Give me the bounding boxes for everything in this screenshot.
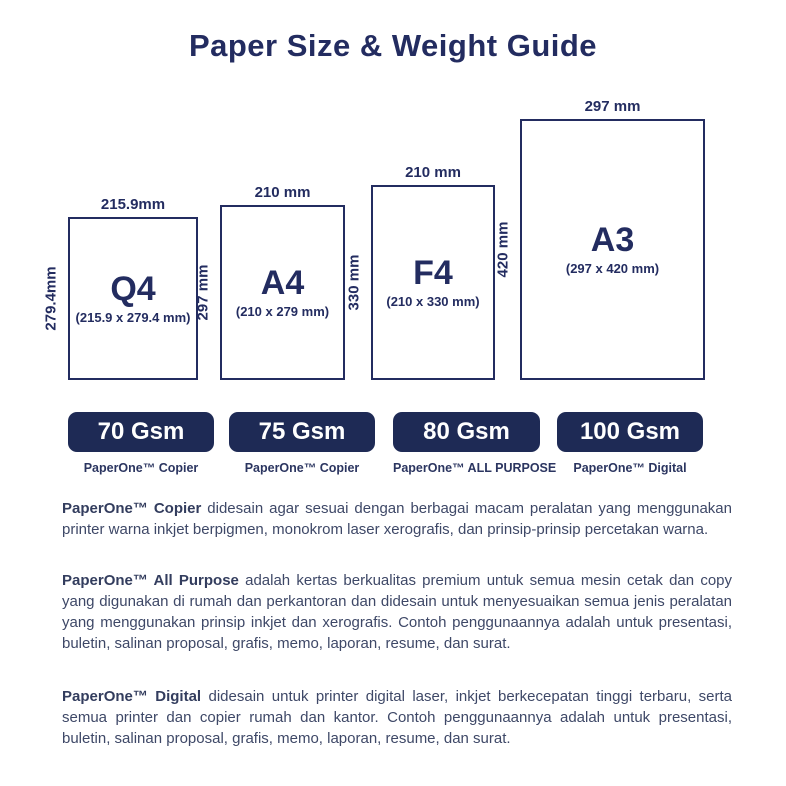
weight-column-75gsm (229, 412, 375, 475)
description-all-purpose-body: adalah kertas berkualitas premium untuk semua mesin cetak dan copy yang digunakan di rumah dan perkantoran dan didesain untuk menyesuaikan semua jenis peralatan yang menggunakan prinsip inkjet dan xerografis. Contoh penggunaannya adalah untuk presentasi, buletin, salinan proposal, grafis, memo, laporan, resume, dan surat. (62, 572, 732, 652)
gsm-product-80: PaperOne™ ALL PURPOSE (393, 461, 557, 475)
description-copier (62, 498, 732, 540)
a4-dimensions: (210 x 279 mm) (235, 304, 330, 320)
a4-width-label: 210 mm (254, 184, 311, 201)
a3-width-label: 297 mm (584, 98, 641, 115)
description-digital (62, 686, 732, 749)
weight-column-80gsm (393, 412, 557, 475)
gsm-product-100: PaperOne™ Digital (573, 461, 687, 475)
gsm-product-70: PaperOne™ Copier (83, 461, 199, 475)
description-all-purpose (62, 570, 732, 654)
gsm-product-75: PaperOne™ Copier (244, 461, 360, 475)
paper-box-q4 (42, 196, 198, 380)
gsm-badge-75: 75 Gsm (229, 412, 375, 452)
f4-name: F4 (413, 253, 453, 292)
q4-width-label: 215.9mm (100, 196, 166, 213)
description-digital-lead: PaperOne™ Digital (62, 688, 202, 705)
paper-box-f4 (345, 164, 495, 380)
description-copier-body: didesain agar sesuai dengan berbagai macam peralatan yang menggunakan printer warna inkjet berpigmen, monokrom laser xerografis, dan prinsip-prinsip percetakan warna. (62, 500, 732, 538)
a4-height-label: 297 mm (194, 264, 212, 321)
a3-dimensions: (297 x 420 mm) (565, 261, 660, 277)
q4-dimensions: (215.9 x 279.4 mm) (75, 310, 191, 326)
paper-box-a3 (494, 98, 705, 380)
gsm-badge-100: 100 Gsm (557, 412, 703, 452)
description-all-purpose-lead: PaperOne™ All Purpose (62, 572, 239, 589)
a4-name: A4 (260, 263, 305, 302)
description-copier-lead: PaperOne™ Copier (62, 500, 202, 517)
weight-column-100gsm (557, 412, 703, 475)
f4-height-label: 330 mm (345, 254, 363, 311)
description-digital-body: didesain untuk printer digital laser, inkjet berkecepatan tinggi terbaru, serta semua printer dan copier rumah dan kantor. Contoh penggunaannya adalah untuk presentasi, buletin, salinan proposal, grafis, memo, laporan, resume, dan surat. (62, 688, 732, 747)
a3-name: A3 (590, 220, 635, 259)
f4-dimensions: (210 x 330 mm) (386, 294, 480, 310)
f4-width-label: 210 mm (405, 164, 461, 181)
gsm-badge-70: 70 Gsm (68, 412, 214, 452)
paper-box-a4 (194, 184, 345, 380)
gsm-badge-80: 80 Gsm (393, 412, 540, 452)
product-descriptions (62, 498, 732, 779)
a3-height-label: 420 mm (494, 221, 512, 278)
q4-name: Q4 (110, 269, 156, 308)
page-title: Paper Size & Weight Guide (188, 28, 598, 63)
q4-height-label: 279.4mm (42, 266, 60, 331)
weight-column-70gsm (68, 412, 214, 475)
